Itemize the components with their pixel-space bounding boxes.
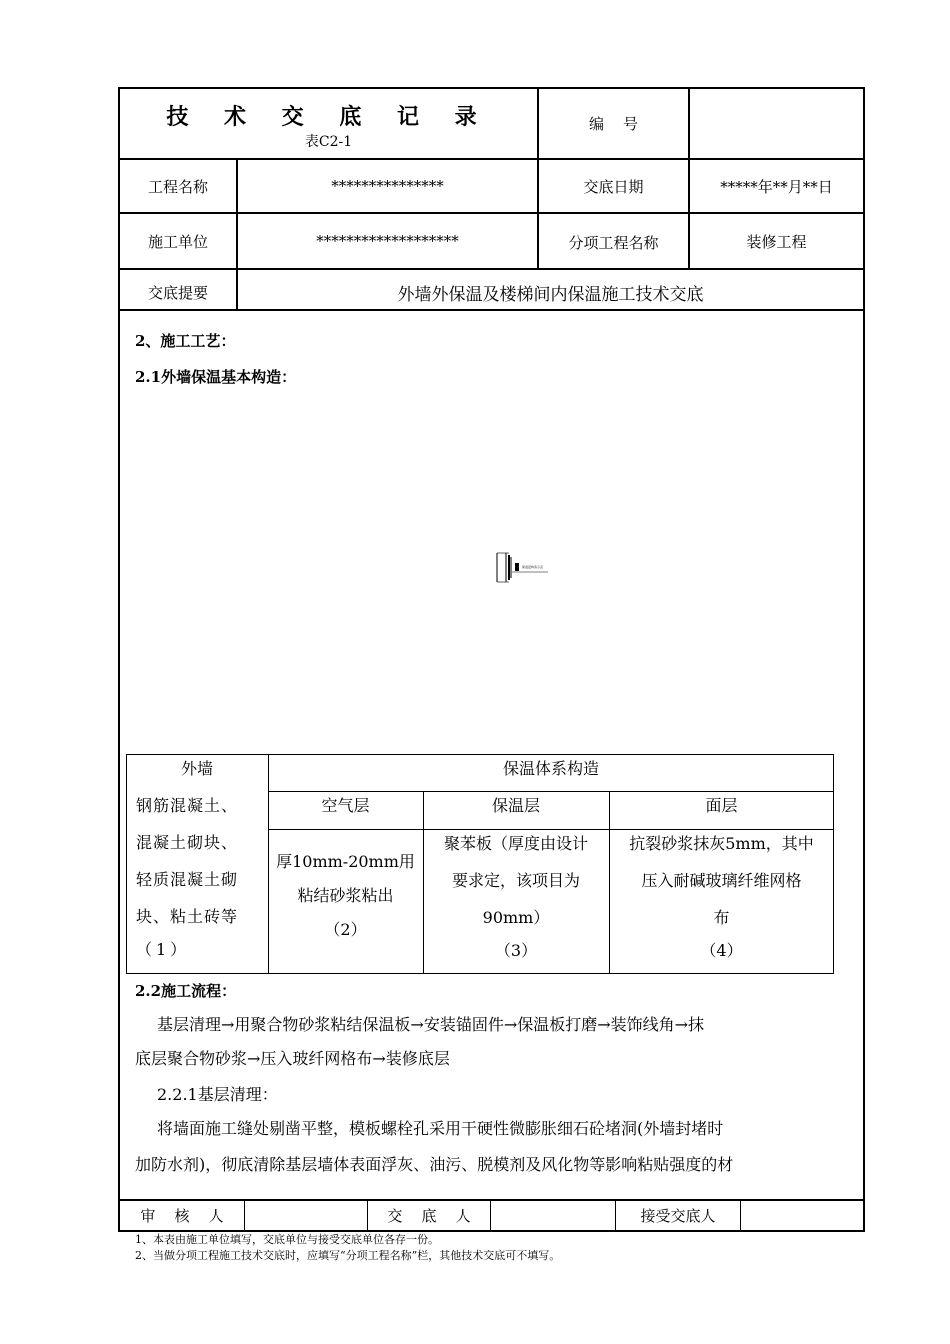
face-line: 布 [713, 908, 730, 927]
reviewer-value [245, 1201, 367, 1230]
air-line: 粘结砂浆粘出 [297, 886, 394, 905]
face-line: 压入耐碱玻璃纤维网格 [641, 871, 802, 890]
reviewer-label: 审 核 人 [140, 1207, 224, 1225]
section-2-heading: 2、施工工艺： [135, 332, 236, 350]
project-name-value: *************** [331, 177, 444, 195]
unit-value: ******************* [316, 232, 459, 250]
sub-face-header: 面层 [705, 796, 738, 815]
col-system-header: 保温体系构造 [502, 759, 599, 778]
section-2-1-heading: 2.1外墙保温基本构造： [135, 368, 297, 386]
form-title-cell [120, 89, 537, 157]
face-line: （4） [700, 941, 743, 960]
form-number: 表C2-1 [304, 133, 353, 150]
figure-caption: 保温层构造示意 [522, 565, 544, 569]
receiver-value [741, 1201, 863, 1230]
code-label: 编 号 [588, 115, 639, 133]
section-2-2-1-heading: 2.2.1基层清理： [157, 1085, 278, 1104]
paragraph-line-2: 加防水剂)，彻底清除基层墙体表面浮灰、油污、脱模剂及风化物等影响粘贴强度的材 [135, 1155, 734, 1174]
insulation-line: 要求定，该项目为 [451, 871, 580, 890]
wall-line: 块、粘土砖等 [136, 907, 239, 926]
sub-insulation-header: 保温层 [491, 796, 540, 815]
summary-value: 外墙外保温及楼梯间内保温施工技术交底 [397, 285, 704, 305]
insulation-section-figure [494, 551, 554, 585]
wall-line: （1） [136, 940, 191, 959]
unit-label: 施工单位 [147, 232, 208, 251]
insulation-cell [423, 825, 609, 966]
footnote-1: 1、本表由施工单位填写，交底单位与接受交底单位各存一份。 [135, 1233, 439, 1246]
wall-line: 钢筋混凝土、 [136, 796, 239, 815]
date-label: 交底日期 [583, 177, 644, 196]
insulation-line: 聚苯板（厚度由设计 [443, 834, 588, 853]
paragraph-line-1: 将墙面施工缝处剔凿平整，模板螺栓孔采用干硬性微膨胀细石砼堵洞(外墙封堵时 [157, 1119, 724, 1138]
air-line: （2） [324, 920, 367, 939]
code-value [690, 89, 863, 158]
form-title: 技 术 交 底 记 录 [166, 103, 491, 130]
sub-project-value: 装修工程 [746, 232, 807, 251]
sub-project-label: 分项工程名称 [568, 233, 659, 252]
section-2-2-heading: 2.2施工流程： [135, 982, 237, 1000]
wall-line: 轻质混凝土砌 [136, 870, 239, 889]
discloser-value [491, 1201, 615, 1230]
air-cell [268, 845, 423, 947]
wall-line: 混凝土砌块、 [136, 833, 239, 852]
flow-line-1: 基层清理→用聚合物砂浆粘结保温板→安装锚固件→保温板打磨→装饰线角→抹 [157, 1015, 705, 1034]
footnote-2: 2、当做分项工程施工技术交底时，应填写“分项工程名称”栏，其他技术交底可不填写。 [135, 1249, 561, 1262]
wall-cell [136, 787, 264, 964]
project-name-label: 工程名称 [147, 177, 208, 196]
col-wall-header: 外墙 [180, 759, 213, 778]
face-cell [609, 825, 834, 966]
insulation-line: （3） [494, 941, 538, 960]
face-line: 抗裂砂浆抹灰5mm，其中 [629, 834, 814, 853]
insulation-line: 90mm） [482, 908, 550, 927]
summary-label: 交底提要 [147, 284, 208, 302]
receiver-label: 接受交底人 [640, 1207, 716, 1225]
discloser-label: 交 底 人 [387, 1207, 471, 1225]
flow-line-2: 底层聚合物砂浆→压入玻纤网格布→装修底层 [135, 1049, 450, 1068]
date-value: *****年**月**日 [720, 177, 833, 196]
sub-air-header: 空气层 [321, 796, 370, 815]
air-line: 厚10mm-20mm用 [276, 852, 415, 871]
